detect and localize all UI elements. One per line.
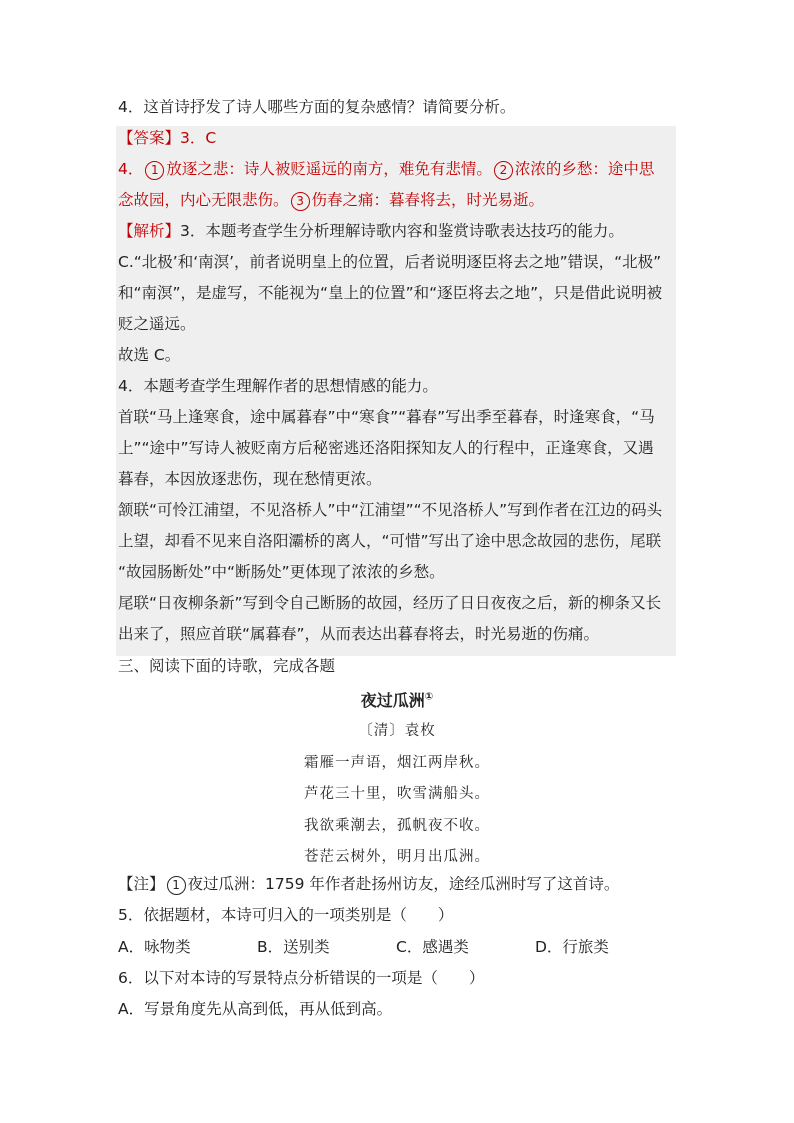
analysis-line-5: 4．本题考查学生理解作者的思想情感的能力。 — [118, 377, 438, 395]
poem-title-note: ① — [424, 691, 434, 703]
question-6-stem: 6．以下对本诗的写景特点分析错误的一项是（ ） — [118, 969, 485, 987]
analysis-line-6: 首联“马上逢寒食，途中属暮春”中“寒食”“暮春”写出季至暮春，时逢寒食，“马 — [118, 408, 655, 426]
answer-q3: 3．C — [180, 129, 217, 147]
analysis-line-2: 和“南溟”，是虚写，不能视为“皇上的位置”和“逐臣将去之地”，只是借此说明被 — [118, 284, 663, 302]
analysis-label: 【解析】 — [118, 222, 181, 240]
answer-line-2 — [118, 159, 654, 180]
poem-line-3: 我欲乘潮去，孤帆夜不收。 — [304, 818, 490, 834]
answer-line-1 — [118, 128, 216, 148]
section-heading: 三、阅读下面的诗歌，完成各题 — [118, 657, 336, 675]
analysis-text: 3．本题考查学生分析理解诗歌内容和鉴赏诗歌表达技巧的能力。 — [180, 222, 624, 240]
analysis-line-12: 尾联“日夜柳条新”写到令自己断肠的故园，经历了日日夜夜之后，新的柳条又长 — [118, 594, 662, 612]
analysis-line-7: 上”“途中”写诗人被贬南方后秘密逃还洛阳探知友人的行程中，正逢寒食，又遇 — [118, 439, 654, 457]
analysis-line-0 — [118, 221, 624, 241]
analysis-line-13: 出来了，照应首联“属暮春”，从而表达出暮春将去，时光易逝的伤痛。 — [118, 625, 600, 643]
q5-option-a[interactable]: A．咏物类 — [118, 938, 191, 956]
analysis-line-8: 暮春，本因放逐悲伤，现在愁情更浓。 — [118, 470, 382, 488]
poem-note — [118, 874, 619, 895]
answer-point-3: 伤春之痛：暮春将去，时光易逝。 — [311, 191, 545, 209]
question-text: 这首诗抒发了诗人哪些方面的复杂感情？请简要分析。 — [143, 98, 516, 116]
note-label: 【注】 — [118, 875, 165, 893]
answer-label: 【答案】 — [118, 129, 181, 147]
q6-option-a[interactable]: A．写景角度先从高到低，再从低到高。 — [118, 1000, 393, 1018]
poem-line-2: 芦花三十里，吹雪满船头。 — [304, 786, 490, 802]
poem-line-4: 苍茫云树外，明月出瓜洲。 — [304, 849, 490, 865]
analysis-line-3: 贬之遥远。 — [118, 315, 196, 333]
poem-line-1: 霜雁一声语，烟江两岸秋。 — [304, 755, 490, 771]
answer-q4-prefix: 4． — [118, 160, 144, 178]
answer-point-2-cont: 念故园，内心无限悲伤。 — [118, 191, 289, 209]
poem-title-text: 夜过瓜洲 — [360, 691, 425, 710]
note-text: 夜过瓜洲：1759 年作者赴扬州访友，途经瓜洲时写了这首诗。 — [187, 875, 620, 893]
circled-number-note: 1 — [167, 876, 186, 895]
question-5-stem: 5．依据题材，本诗可归入的一项类别是（ ） — [118, 906, 454, 924]
analysis-line-10: 上望，却看不见来自洛阳灞桥的离人，“可惜”写出了途中思念故园的悲伤，尾联 — [118, 532, 662, 550]
answer-point-2: 浓浓的乡愁：途中思 — [514, 160, 655, 178]
poem-author: 〔清〕袁枚 — [358, 723, 436, 739]
circled-number-2: 2 — [494, 161, 513, 180]
q5-option-c[interactable]: C．感遇类 — [396, 938, 469, 956]
answer-line-3 — [118, 190, 544, 211]
q5-option-b[interactable]: B．送别类 — [257, 938, 330, 956]
analysis-line-1: C.“北极’和‘南溟’，前者说明皇上的位置，后者说明逐臣将去之地”错误，“北极” — [118, 253, 662, 271]
analysis-line-4: 故选 C。 — [118, 346, 181, 364]
circled-number-1: 1 — [145, 161, 164, 180]
answer-point-1: 放逐之悲：诗人被贬遥远的南方，难免有悲情。 — [166, 160, 492, 178]
question-4 — [118, 97, 515, 117]
analysis-line-9: 颔联“可怜江浦望，不见洛桥人”中“江浦望”“不见洛桥人”写到作者在江边的码头 — [118, 501, 663, 519]
circled-number-3: 3 — [291, 192, 310, 211]
poem-title — [0, 688, 794, 711]
q5-option-d[interactable]: D．行旅类 — [535, 938, 609, 956]
question-number: 4． — [118, 98, 144, 116]
analysis-line-11: “故园肠断处”中“断肠处”更体现了浓浓的乡愁。 — [118, 563, 445, 581]
